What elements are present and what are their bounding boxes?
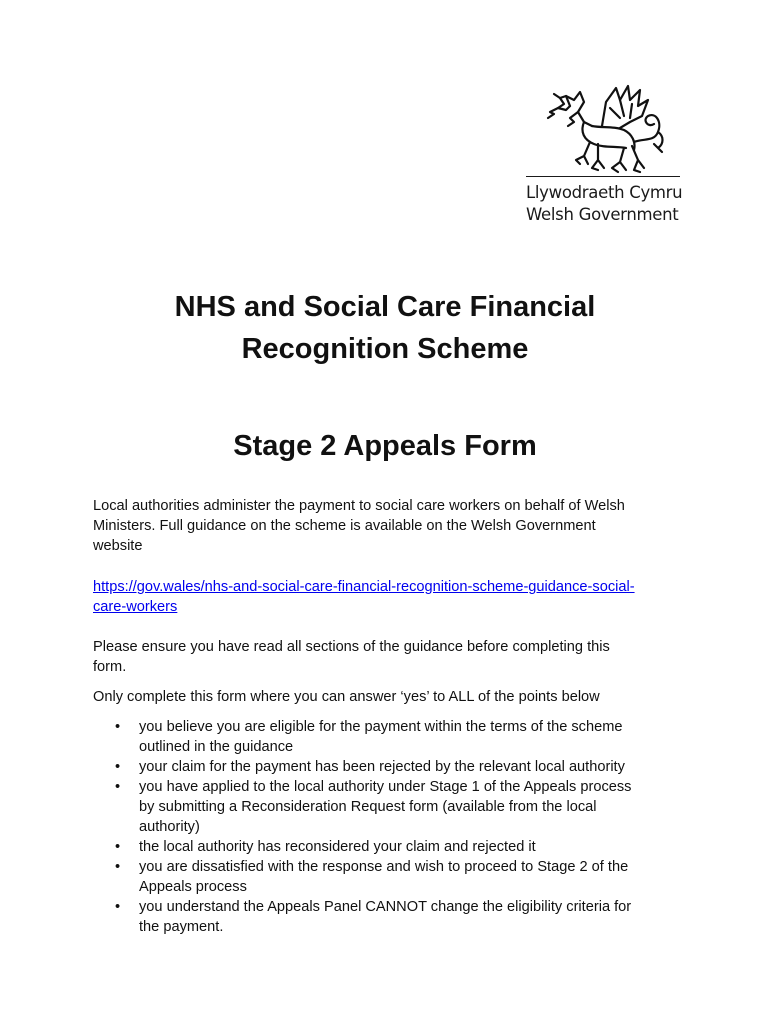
list-item-line: authority) bbox=[139, 819, 200, 835]
intro-line-3: website bbox=[93, 538, 143, 554]
logo-divider bbox=[526, 176, 680, 177]
list-item-line: by submitting a Reconsideration Request form (available from the local bbox=[139, 799, 597, 815]
criteria-list bbox=[93, 717, 683, 937]
ensure-paragraph bbox=[93, 637, 683, 677]
list-item bbox=[93, 717, 683, 757]
ensure-line-2: form. bbox=[93, 659, 127, 675]
list-item bbox=[93, 777, 683, 837]
welsh-government-logo bbox=[522, 82, 682, 232]
list-item-line: Appeals process bbox=[139, 879, 247, 895]
list-item-line: the payment. bbox=[139, 919, 224, 935]
guidance-link-line-2: care-workers bbox=[93, 599, 178, 615]
list-item bbox=[93, 897, 683, 937]
document-body bbox=[93, 496, 683, 937]
intro-paragraph bbox=[93, 496, 683, 556]
list-item bbox=[93, 757, 683, 777]
bullet-icon: • bbox=[115, 759, 121, 775]
logo-text-welsh: Llywodraeth Cymru bbox=[526, 183, 683, 202]
form-title: Stage 2 Appeals Form bbox=[233, 430, 537, 462]
list-item-line: your claim for the payment has been rejected by the relevant local authority bbox=[139, 759, 625, 775]
list-item-line: you believe you are eligible for the payment within the terms of the scheme bbox=[139, 719, 623, 735]
welsh-dragon-icon bbox=[540, 82, 670, 176]
list-item bbox=[93, 857, 683, 897]
intro-line-2: Ministers. Full guidance on the scheme is available on the Welsh Government bbox=[93, 518, 596, 534]
page-title-line-2: Recognition Scheme bbox=[241, 333, 529, 365]
logo-text bbox=[526, 182, 682, 226]
bullet-icon: • bbox=[115, 859, 121, 875]
page-title-line-1: NHS and Social Care Financial bbox=[174, 291, 596, 323]
list-item-line: you are dissatisfied with the response and wish to proceed to Stage 2 of the bbox=[139, 859, 629, 875]
list-item-line: outlined in the guidance bbox=[139, 739, 294, 755]
page-title bbox=[0, 286, 770, 370]
list-item bbox=[93, 837, 683, 857]
bullet-icon: • bbox=[115, 779, 121, 795]
ensure-line-1: Please ensure you have read all sections of the guidance before completing this bbox=[93, 639, 610, 655]
bullet-icon: • bbox=[115, 719, 121, 735]
intro-line-1: Local authorities administer the payment to social care workers on behalf of Welsh bbox=[93, 498, 625, 514]
bullet-icon: • bbox=[115, 899, 121, 915]
guidance-link[interactable] bbox=[93, 577, 683, 617]
list-item-line: you understand the Appeals Panel CANNOT change the eligibility criteria for bbox=[139, 899, 632, 915]
criteria-intro: Only complete this form where you can answer ‘yes’ to ALL of the points below bbox=[93, 689, 600, 705]
logo-text-english: Welsh Government bbox=[526, 205, 679, 224]
list-item-line: you have applied to the local authority under Stage 1 of the Appeals process bbox=[139, 779, 632, 795]
guidance-link-line-1: https://gov.wales/nhs-and-social-care-financial-recognition-scheme-guidance-social- bbox=[93, 579, 635, 595]
bullet-icon: • bbox=[115, 839, 121, 855]
list-item-line: the local authority has reconsidered your claim and rejected it bbox=[139, 839, 536, 855]
